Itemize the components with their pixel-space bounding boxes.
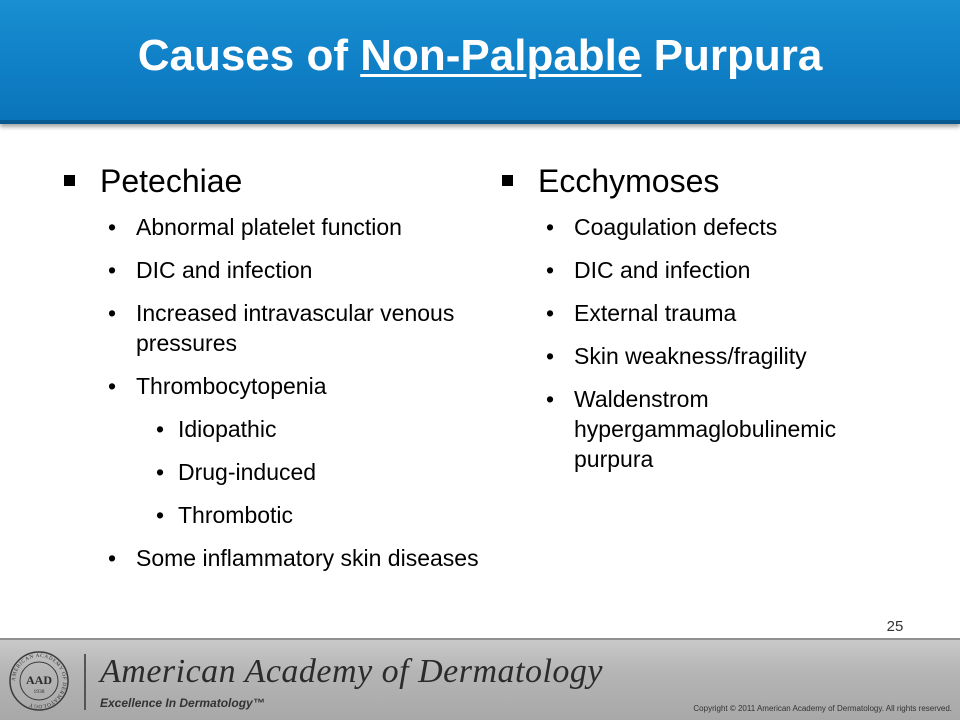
list-item <box>500 212 920 242</box>
title-prefix: Causes of <box>137 31 361 80</box>
list-item-text: Skin weakness/fragility <box>574 343 807 369</box>
list-item-text: Idiopathic <box>178 416 277 442</box>
bullet-icon: • <box>546 300 555 326</box>
list-item-text: DIC and infection <box>574 257 751 283</box>
slide-title <box>0 30 960 82</box>
bullet-icon: • <box>546 386 555 412</box>
list-item <box>500 255 920 285</box>
heading-text: Ecchymoses <box>538 163 720 199</box>
heading-text: Petechiae <box>100 163 243 199</box>
footer-divider <box>84 654 86 710</box>
list-item-text: Drug-induced <box>178 459 317 485</box>
list-item <box>62 212 482 242</box>
bullet-icon: • <box>546 257 555 283</box>
list-item <box>62 298 482 358</box>
list-item-text: Thrombotic <box>178 502 294 528</box>
organization-tagline: Excellence In Dermatology™ <box>100 696 265 710</box>
bullet-icon: • <box>156 459 165 485</box>
list-item-text: Some inflammatory skin diseases <box>136 545 479 571</box>
bullet-icon: • <box>108 545 117 571</box>
footer <box>0 638 960 720</box>
seal-monogram: AAD <box>26 673 52 687</box>
petechiae-column <box>62 158 482 586</box>
ecchymoses-column <box>500 158 920 487</box>
title-emphasis: Non-Palpable <box>360 31 642 80</box>
bullet-icon: • <box>108 257 117 283</box>
list-item-text: Coagulation defects <box>574 214 778 240</box>
list-item <box>62 255 482 285</box>
seal-year: 1938 <box>33 689 45 695</box>
sub-list-item <box>62 414 482 444</box>
list-item <box>62 543 482 573</box>
list-item-text: Abnormal platelet function <box>136 214 402 240</box>
bullet-icon: • <box>108 373 117 399</box>
sub-list-item <box>62 457 482 487</box>
list-item <box>500 384 920 474</box>
bullet-icon: • <box>108 300 117 326</box>
page-number: 25 <box>886 618 904 635</box>
copyright-notice: Copyright © 2011 American Academy of Dermatology. All rights reserved. <box>693 704 952 713</box>
list-item <box>62 371 482 401</box>
sub-list-item <box>62 500 482 530</box>
list-item <box>500 341 920 371</box>
list-item <box>500 298 920 328</box>
ecchymoses-heading <box>500 158 920 204</box>
bullet-icon: • <box>546 343 555 369</box>
bullet-icon: • <box>156 502 165 528</box>
square-bullet-icon <box>502 175 513 186</box>
bullet-icon: • <box>156 416 165 442</box>
title-bar <box>0 0 960 124</box>
bullet-icon: • <box>546 214 555 240</box>
list-item-text: Increased intravascular venous pressures <box>136 300 455 356</box>
bullet-icon: • <box>108 214 117 240</box>
petechiae-heading <box>62 158 482 204</box>
organization-name: American Academy of Dermatology <box>100 653 604 690</box>
list-item-text: External trauma <box>574 300 737 326</box>
ecchymoses-list <box>500 212 920 474</box>
seal-ring-text: AMERICAN ACADEMY OF DERMATOLOGY <box>10 652 68 710</box>
list-item-text: Thrombocytopenia <box>136 373 327 399</box>
aad-seal-logo <box>8 650 70 712</box>
list-item-text: Waldenstrom hypergammaglobulinemic purpura <box>574 386 837 472</box>
square-bullet-icon <box>64 175 75 186</box>
list-item-text: DIC and infection <box>136 257 313 283</box>
title-suffix: Purpura <box>641 31 823 80</box>
petechiae-list <box>62 212 482 573</box>
